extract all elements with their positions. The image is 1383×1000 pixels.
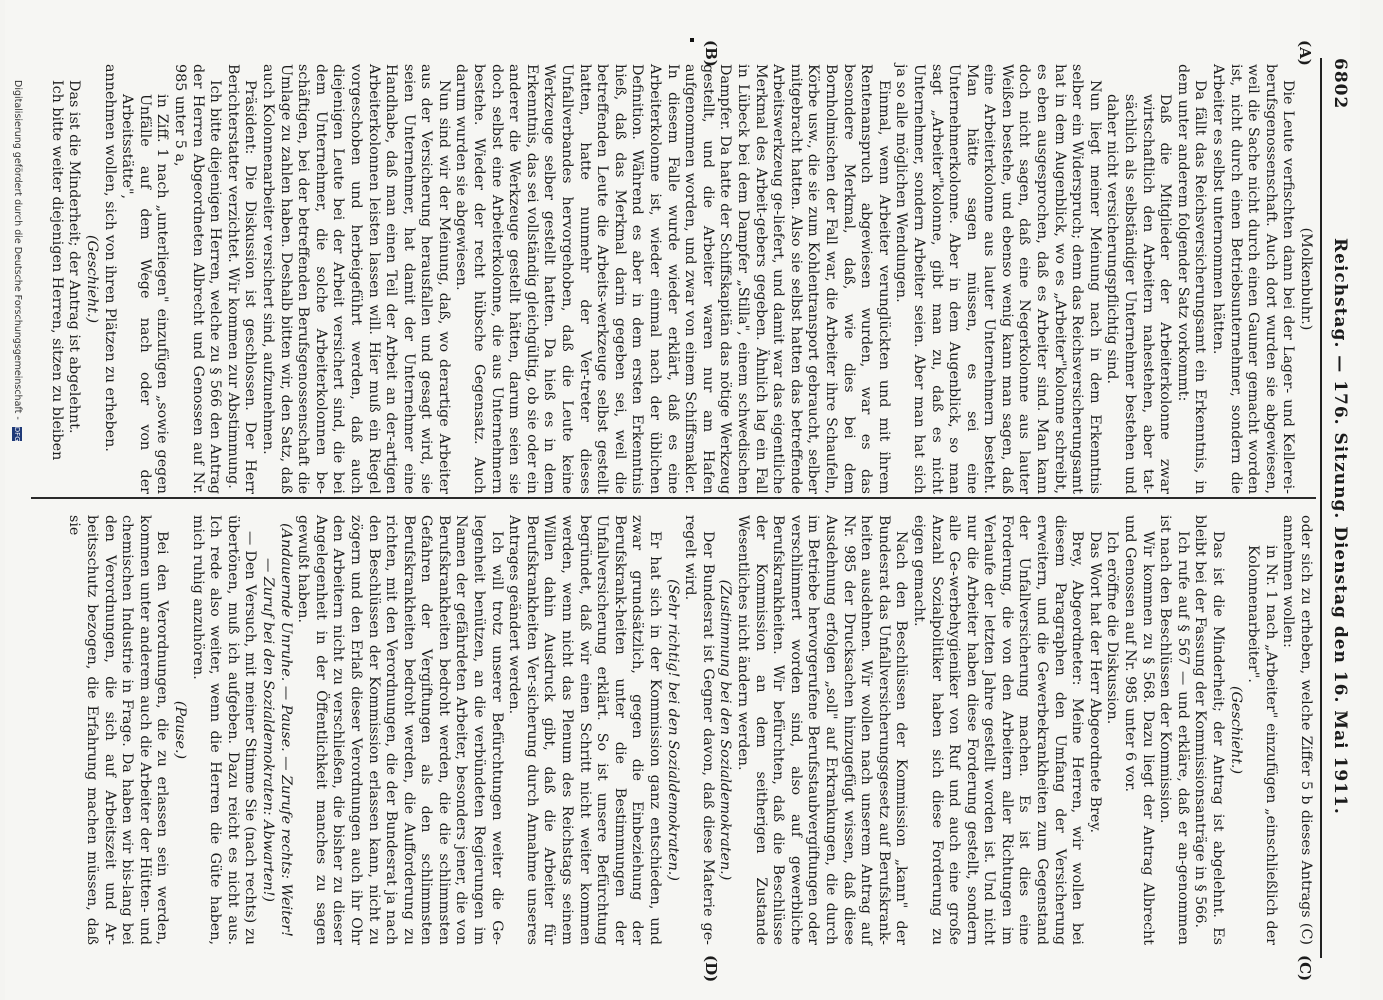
- margin-letter-b: (B): [702, 40, 720, 67]
- margin-letter-d: (D): [702, 955, 720, 983]
- page-number: 6802: [1330, 58, 1350, 110]
- paragraph: Da fällt das Reichsversicherungsamt ein Erkenntnis, in dem unter anderem folgender Satz vorkommt:: [1174, 64, 1209, 494]
- paragraph: Ich bitte weiter diejenigen Herren, sitzen zu bleiben: [48, 80, 65, 461]
- right-text-column: [65, 515, 1314, 945]
- paragraph: Ich rufe auf § 567 — und erkläre, daß er an-genommen ist nach den Beschlüssen der Kommission.: [1157, 515, 1191, 945]
- margin-letter-a: (A): [1296, 40, 1314, 66]
- scan-speck: [690, 38, 694, 42]
- paragraph: Nach den Beschlüssen der Kommission „kann" der Bundesrat das Unfallversicherungsgesetz auf Berufskrank-heiten ausdehnen. Wir wollen nach unserem Antrag auf Nr. 985 der Drucksachen hinzugefügt wissen, daß diese Ausdehnung erfolgen „soll" auf Erkrankungen, die durch im Betriebe hervorgerufene Berufsstaubvergiftungen oder verschlimmert worden sind, also auf gewerbliche Berufskrankheiten. Wir befürchten, daß die Beschlüsse der Kommission an dem seitherigen Zustande Wesentliches nicht ändern werden.: [735, 515, 910, 945]
- paragraph: Nun sind wir der Meinung, daß, wo derartige Arbeiter aus der Versicherung herausfallen und gesagt wird, sie seien Unternehmer, hat damit der Unternehmer eine Handhabe, daß man einen Teil der Arbeit an der-artigen Arbeiterkolonnen leisten lassen will. Hier muß ein Riegel vorgeschoben und herbeigeführt werden, daß auch diejenigen Leute bei der Arbeit versichert sind, die bei dem Unternehmer, die solche Arbeiterkolonnen be-schäftigen, bei der betreffenden Berufsgenossenschaft die Umlage zu zahlen haben. Deshalb bitten wir, den Satz, daß auch Kolonnenarbeiter versichert sind, aufzunehmen.: [259, 64, 452, 494]
- stage-direction: (Pause.): [172, 700, 188, 760]
- margin-letter-c: (C): [1296, 955, 1314, 982]
- left-text-column: [47, 64, 1314, 494]
- paragraph: annehmen wollen, sich von ihren Plätzen zu erheben.: [101, 64, 118, 452]
- stage-direction: (Zustimmung bei den Sozialdemokraten.): [717, 579, 734, 881]
- speaker-continuation: (Molkenbuhr.): [1298, 227, 1314, 331]
- paragraph: Das ist die Minderheit; der Antrag ist abgelehnt. Es bleibt bei der Fassung der Kommissionsanträge in § 566.: [1192, 515, 1227, 945]
- paragraph: Ich will trotz unserer Befürchtungen weiter die Ge-legenheit benützen, an die verbündeten Regierungen im Namen der gefährdeten Arbeiter, besonders jener, die von Berufskrankheiten bedroht werden, die die schlimmsten Gefahren der Vergiftungen als den schlimmsten Berufskrankheiten bedroht werden, die Aufforderung zu richten, mit den Verordnungen, die der Bundesrat ja nach den Beschlüssen der Kommission erlassen kann, nicht zu zögern und den Erlaß dieser Verordnungen auch ihr Ohr den Arbeitern nicht zu verschließen, die bisher zu dieser Angelegenheit in der Öffentlichkeit manches zu sagen gewußt haben.: [295, 515, 505, 945]
- paragraph: Nun liegt meiner Meinung nach in dem Erkenntnis selber ein Widerspruch; denn das Reichsversicherungsamt hat in dem Augenblick, wo es „Arbeiter"kolonne schreibt, es eben ausgesprochen, daß es Arbeiter sind. Man kann doch nicht sagen, daß eine Negerkolonne aus lauter Weißen bestehe, und ebenso wenig kann man sagen, daß eine Arbeiterkolonne aus lauter Unternehmern besteht. Man hätte sagen müssen, es sei eine Unternehmerkolonne. Aber in dem Augenblick, so man sagt „Arbeiter"kolonne, gibt man zu, daß es nicht Unternehmer, sondern Arbeiter seien. Aber man hat sich ja so alle möglichen Wendungen.: [893, 64, 1103, 494]
- running-head: Reichstag. — 176. Sitzung. Dienstag den 16. Mai 1911.: [1330, 238, 1350, 815]
- paragraph: Die Leute verfischten dann bei der Lager- und Kellerei-berufsgenossenschaft. Auch dort wurden sie abgewiesen, weil die Sache nicht durch einen Gauner gemacht worden ist, nicht durch einen Betriebsunternehmer, sondern die Arbeiter es selbst unternommen hätten.: [1210, 64, 1297, 494]
- paragraph: Das Wort hat der Herr Abgeordnete Brey.: [1086, 531, 1103, 834]
- dfg-logo-icon: DFG: [13, 426, 22, 442]
- paragraph: Einmal, wenn Arbeiter verunglückten und mit ihrem Rentenanspruch abgewiesen wurden, war es das besondere Merkmal, daß, wie dies bei dem Bornholmischen der Fall war, die Arbeiter ihre Schaufeln, Körbe usw., die sie zum Kohlentransport gebraucht, selber mitgebracht hatten. Also sie selbst hatten das betreffende Arbeitswerkzeug ge-liefert, und damit war das eigentliche Merkmal des Arbeit-gebers gegeben. Ähnlich lag ein Fall in Lübeck bei dem Dampfer „Stilla", einem schwedischen Dampfer. Da hatte der Schiffskapitän das nötige Werkzeug gestellt, und die Arbeiter waren nur am Hafen aufgenommen worden, und zwar von einem Schiffsmakler. In diesem Falle wurde wieder erklärt, daß es eine Arbeiterkolonne ist, wieder einmal nach der üblichen Definition. Während es aber in dem ersten Erkenntnis hieß, daß das Merkmal darin gegeben sei, weil die betreffenden Leute die Arbeits-werkzeuge selbst gestellt hatten, hatte nunmehr der Ver-treter dieses Unfallverbandes hervorgehoben, daß die Leute keine Werkzeuge selber gestellt hatten. Da hieß es in dem Erkenntnis, das sei vollständig gleichgültig, ob sie oder ein anderer die Werkzeuge gestellt hätten, darum seien sie doch selbst eine Arbeiterkolonne, die aus Unternehmern bestehe. Wieder der recht hübsche Gegensatz. Auch darum wurden sie abgewiesen.: [453, 64, 892, 494]
- page-header: [1324, 58, 1350, 958]
- paragraph: — Den Versuch, mit meiner Stimme Sie (nach rechts) zu übertönen, muß ich aufgeben. Dazu reicht es nicht aus. Ich rede also weiter, wenn die Herren die Güte haben, mich ruhig anzuhören.: [189, 515, 259, 945]
- stage-direction: (Sehr richtig! bei den Sozialdemokraten.): [664, 579, 681, 881]
- rotated-newspaper-page: [5, 0, 1360, 1000]
- quoted-passage: Daß die Mitglieder der Arbeiterkolonne zwar wirtschaftlich den Arbeitern nahestehen, aber tat-sächlich als selbständiger Unternehmer bestehen und daher nicht versicherungspflichtig sind.: [1104, 94, 1174, 494]
- paragraph: Ich bitte diejenigen Herren, welche zu § 566 den Antrag der Herren Abgeordneten Albrecht und Genossen auf Nr. 985 unter 5 a,: [172, 64, 224, 494]
- paragraph: Bei den Verordnungen, die zu erlassen sein werden, kommen unter anderem auch die Arbeiter der Hütten- und chemischen Industrie in Frage. Da haben wir bis-lang bei den Verordnungen, die sich auf Arbeitszeit und Ar-beitsschutz bezogen, die Erfahrung machen müssen, daß sie: [66, 515, 171, 945]
- stage-direction: (Andauernde Unruhe. — Pause. — Zurufe rechts: Weiter! — Zuruf bei den Sozialdemokraten: Abwarten!): [259, 523, 294, 937]
- quoted-amendment: in Nr. 1 nach „Arbeiter" einzufügen „einschließlich der Kolonnenarbeiter".: [1245, 545, 1279, 945]
- paragraph: oder sich zu erheben, welche Ziffer 5 b dieses Antrags (C) annehmen wollen:: [1280, 515, 1314, 945]
- president-statement: Präsident: Die Diskussion ist geschlossen. Der Herr Berichterstatter verzichtet. Wir kommen zur Abstimmung.: [224, 64, 259, 494]
- stage-direction: (Geschieht.): [1227, 685, 1244, 775]
- paragraph: Das ist die Minderheit; der Antrag ist abgelehnt.: [66, 80, 83, 434]
- column-divider: [31, 497, 1316, 499]
- footer-text: Digitalisierung gefördert durch die Deutsche Forschungsgemeinschaft -: [12, 80, 23, 420]
- paragraph: Ich eröffne die Diskussion.: [1104, 531, 1121, 725]
- digitization-footer: [9, 80, 23, 980]
- speaker-statement: Brey, Abgeordneter: Meine Herren, wir wollen bei diesem Paragraphen den Umfang der Versicherung erweitern, und die Gewerbekrankheiten zum Gegenstand der Unfallversicherung machen. Es ist dies eine Forderung, die von den Arbeitern aller Richtungen im Verlaufe der letzten Jahre gestellt worden ist. Und nicht nur die Arbeiter haben diese Forderung gestellt, sondern alle Ge-werbehygieniker von Ruf und auch eine große Anzahl Sozialpolitiker haben sich diese Forderung zu eigen gemacht.: [910, 515, 1086, 945]
- paragraph: Der Bundesrat ist Gegner davon, daß diese Materie ge-regelt wird.: [682, 515, 716, 945]
- paragraph: Wir kommen zu § 568. Dazu liegt der Antrag Albrecht und Genossen auf Nr. 985 unter 6 vor.: [1122, 515, 1156, 945]
- paragraph: Er hat sich in der Kommission ganz entschieden, und zwar grundsätzlich, gegen die Einbeziehung der Berufskrank-heiten unter die Bestimmungen der Unfallversicherung erklärt. So ist unsere Befürchtung begründet, daß wir einen Schritt nicht weiter kommen werden, wenn nicht das Plenum des Reichstags seinem Willen dahin Ausdruck gibt, daß die Arbeiter für Berufskrankheiten Ver-sicherung durch Annahme unseres Antrages geändert werden.: [506, 515, 664, 945]
- header-rule: [1320, 58, 1322, 958]
- stage-direction: (Geschieht.): [84, 234, 101, 324]
- quoted-amendment: in Ziff. 1 nach „unterliegen" einzufügen „sowie gegen Unfälle auf dem Wege nach oder von der Arbeitsstätte",: [119, 94, 171, 494]
